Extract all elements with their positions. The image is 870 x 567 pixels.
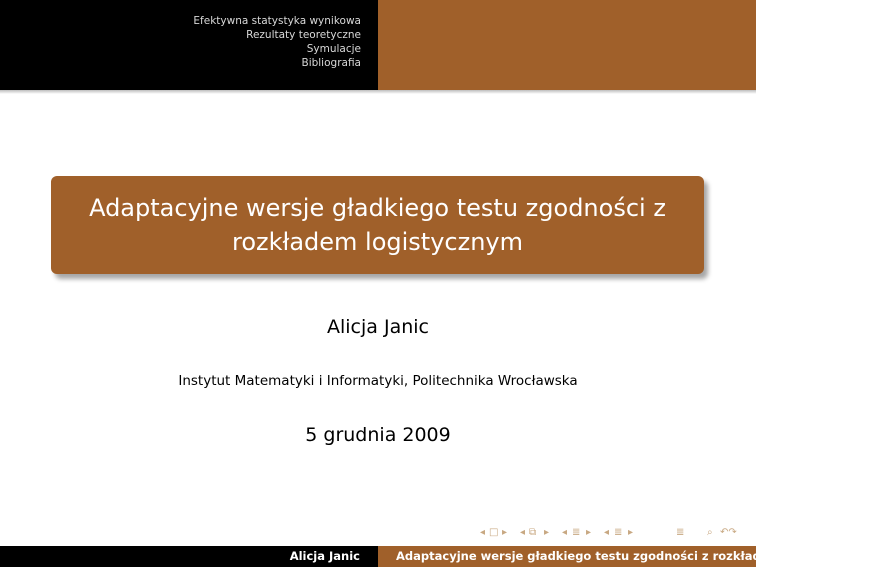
section-link-symulacje[interactable]: Symulacje xyxy=(306,43,361,55)
search-icon[interactable]: ⌕ xyxy=(707,527,713,538)
presentation-date: 5 grudnia 2009 xyxy=(305,424,451,446)
section-link-efektywna[interactable]: Efektywna statystyka wynikowa xyxy=(193,15,361,27)
presentation-title: Adaptacyjne wersje gładkiego testu zgodności z rozkładem logistycznym xyxy=(89,194,666,256)
author-name: Alicja Janic xyxy=(327,316,429,338)
footline-author: Alicja Janic xyxy=(0,546,378,567)
footline-title: Adaptacyjne wersje gładkiego testu zgodności z rozkładem logistycznym xyxy=(378,546,756,567)
headline-bar xyxy=(0,0,756,90)
section-link-rezultaty[interactable]: Rezultaty teoretyczne xyxy=(246,29,361,41)
subsection-next-icon[interactable]: ▸ xyxy=(544,527,550,538)
section-link-bibliografia[interactable]: Bibliografia xyxy=(301,57,361,69)
subsection-icon: ⧉ xyxy=(529,527,537,538)
institute-name: Instytut Matematyki i Informatyki, Politechnika Wrocławska xyxy=(178,373,578,389)
appendix-icon[interactable]: ≣ xyxy=(676,527,685,538)
frame-prev-icon[interactable]: ◂ xyxy=(480,527,486,538)
doc-prev-icon[interactable]: ◂ xyxy=(604,527,610,538)
section-navigation xyxy=(193,14,361,70)
subsection-prev-icon[interactable]: ◂ xyxy=(520,527,526,538)
section-icon: ≣ xyxy=(572,527,581,538)
back-forward-icon[interactable]: ↶↷ xyxy=(720,527,737,538)
frame-next-icon[interactable]: ▸ xyxy=(502,527,508,538)
footline-bar xyxy=(0,546,870,567)
headline-right-panel xyxy=(378,0,756,90)
section-next-icon[interactable]: ▸ xyxy=(586,527,592,538)
section-prev-icon[interactable]: ◂ xyxy=(562,527,568,538)
headline-shadow xyxy=(0,90,756,94)
doc-next-icon[interactable]: ▸ xyxy=(628,527,634,538)
frame-icon: □ xyxy=(489,527,499,538)
doc-icon: ≣ xyxy=(614,527,623,538)
headline-left-panel xyxy=(0,0,378,90)
title-block xyxy=(51,176,704,274)
